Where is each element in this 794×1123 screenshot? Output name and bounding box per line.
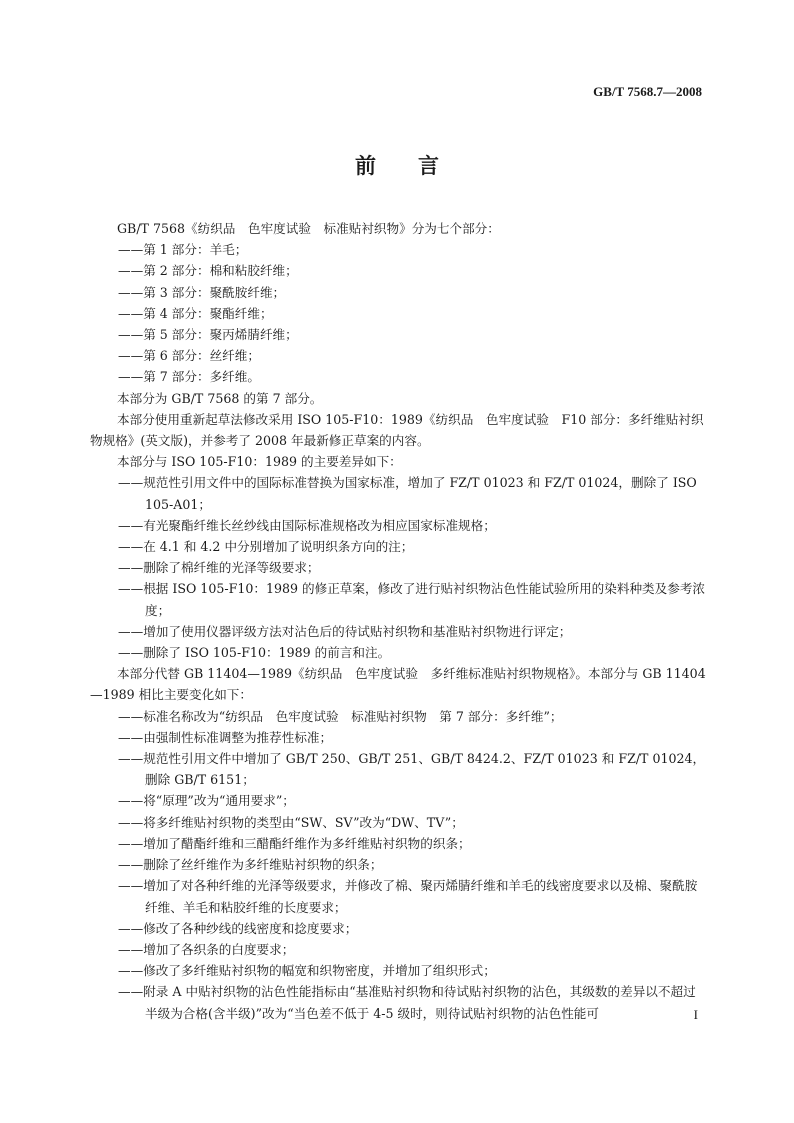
page-number: I <box>693 1007 698 1022</box>
list-item: ——将多纤维贴衬织物的类型由“SW、SV”改为“DW、TV”； <box>118 814 464 830</box>
list-item: ——第 1 部分：羊毛； <box>118 242 248 258</box>
list-item: ——删除了丝纤维作为多纤维贴衬织物的织条； <box>118 857 383 873</box>
list-item: ——修改了多纤维贴衬织物的幅宽和织物密度，并增加了组织形式； <box>118 963 496 979</box>
list-item: ——规范性引用文件中的国际标准替换为国家标准，增加了 FZ/T 01023 和 FZ/T 01024，删除了 ISO 105-A01； <box>118 475 697 512</box>
list-item: ——附录 A 中贴衬织物的沾色性能指标由“基准贴衬织物和待试贴衬织物的沾色，其级数的差异以不超过半级为合格(含半级)”改为“当色差不低于 4-5 级时，则待试贴衬织物的沾色性能可 <box>118 984 696 1021</box>
document-body <box>90 218 706 1024</box>
list-item: ——根据 ISO 105-F10：1989 的修正草案，修改了进行贴衬织物沾色性能试验所用的染料种类及参考浓度； <box>118 581 706 618</box>
list-item: ——由强制性标准调整为推荐性标准； <box>118 729 333 745</box>
list-item: ——规范性引用文件中增加了 GB/T 250、GB/T 251、GB/T 8424.2、FZ/T 01023 和 FZ/T 01024，删除 GB/T 6151； <box>118 751 706 788</box>
paragraph: 本部分使用重新起草法修改采用 ISO 105-F10：1989《纺织品 色牢度试验 F10 部分：多纤维贴衬织物规格》(英文版)，并参考了 2008 年最新修正草案的内容。 <box>90 411 704 449</box>
page-title: 前言 <box>355 154 481 178</box>
list-item: ——删除了 ISO 105-F10：1989 的前言和注。 <box>118 645 391 661</box>
list-item: ——标准名称改为“纺织品 色牢度试验 标准贴衬织物 第 7 部分：多纤维”； <box>118 708 563 724</box>
paragraph: 本部分代替 GB 11404—1989《纺织品 色牢度试验 多纤维标准贴衬织物规格》。本部分与 GB 11404—1989 相比主要变化如下： <box>90 666 706 703</box>
paragraph: 本部分与 ISO 105-F10：1989 的主要差异如下： <box>117 454 402 470</box>
list-item: ——第 6 部分：丝纤维； <box>118 348 260 364</box>
list-item: ——第 3 部分：聚酰胺纤维； <box>118 284 286 300</box>
list-item: ——第 7 部分：多纤维。 <box>118 369 260 385</box>
list-item: ——增加了各织条的白度要求； <box>118 941 295 957</box>
list-item: ——删除了棉纤维的光泽等级要求； <box>118 560 320 576</box>
list-item: ——增加了醋酯纤维和三醋酯纤维作为多纤维贴衬织物的织条； <box>118 835 471 851</box>
standard-number: GB/T 7568.7—2008 <box>593 84 702 99</box>
list-item: ——在 4.1 和 4.2 中分别增加了说明织条方向的注； <box>118 539 414 555</box>
list-item: ——增加了对各种纤维的光泽等级要求，并修改了棉、聚丙烯腈纤维和羊毛的线密度要求以及棉、聚酰胺纤维、羊毛和粘胶纤维的长度要求； <box>118 878 698 915</box>
list-item: ——第 4 部分：聚酯纤维； <box>118 305 273 321</box>
list-item: ——第 2 部分：棉和粘胶纤维； <box>118 263 298 279</box>
list-item: ——有光聚酯纤维长丝纱线由国际标准规格改为相应国家标准规格； <box>118 517 496 533</box>
list-item: ——将“原理”改为“通用要求”； <box>118 793 295 809</box>
list-item: ——第 5 部分：聚丙烯腈纤维； <box>118 327 298 343</box>
list-item: ——增加了使用仪器评级方法对沾色后的待试贴衬织物和基准贴衬织物进行评定； <box>118 623 572 639</box>
list-item: ——修改了各种纱线的线密度和捻度要求； <box>118 920 358 936</box>
paragraph: GB/T 7568《纺织品 色牢度试验 标准贴衬织物》分为七个部分： <box>117 221 500 236</box>
paragraph: 本部分为 GB/T 7568 的第 7 部分。 <box>117 390 323 406</box>
